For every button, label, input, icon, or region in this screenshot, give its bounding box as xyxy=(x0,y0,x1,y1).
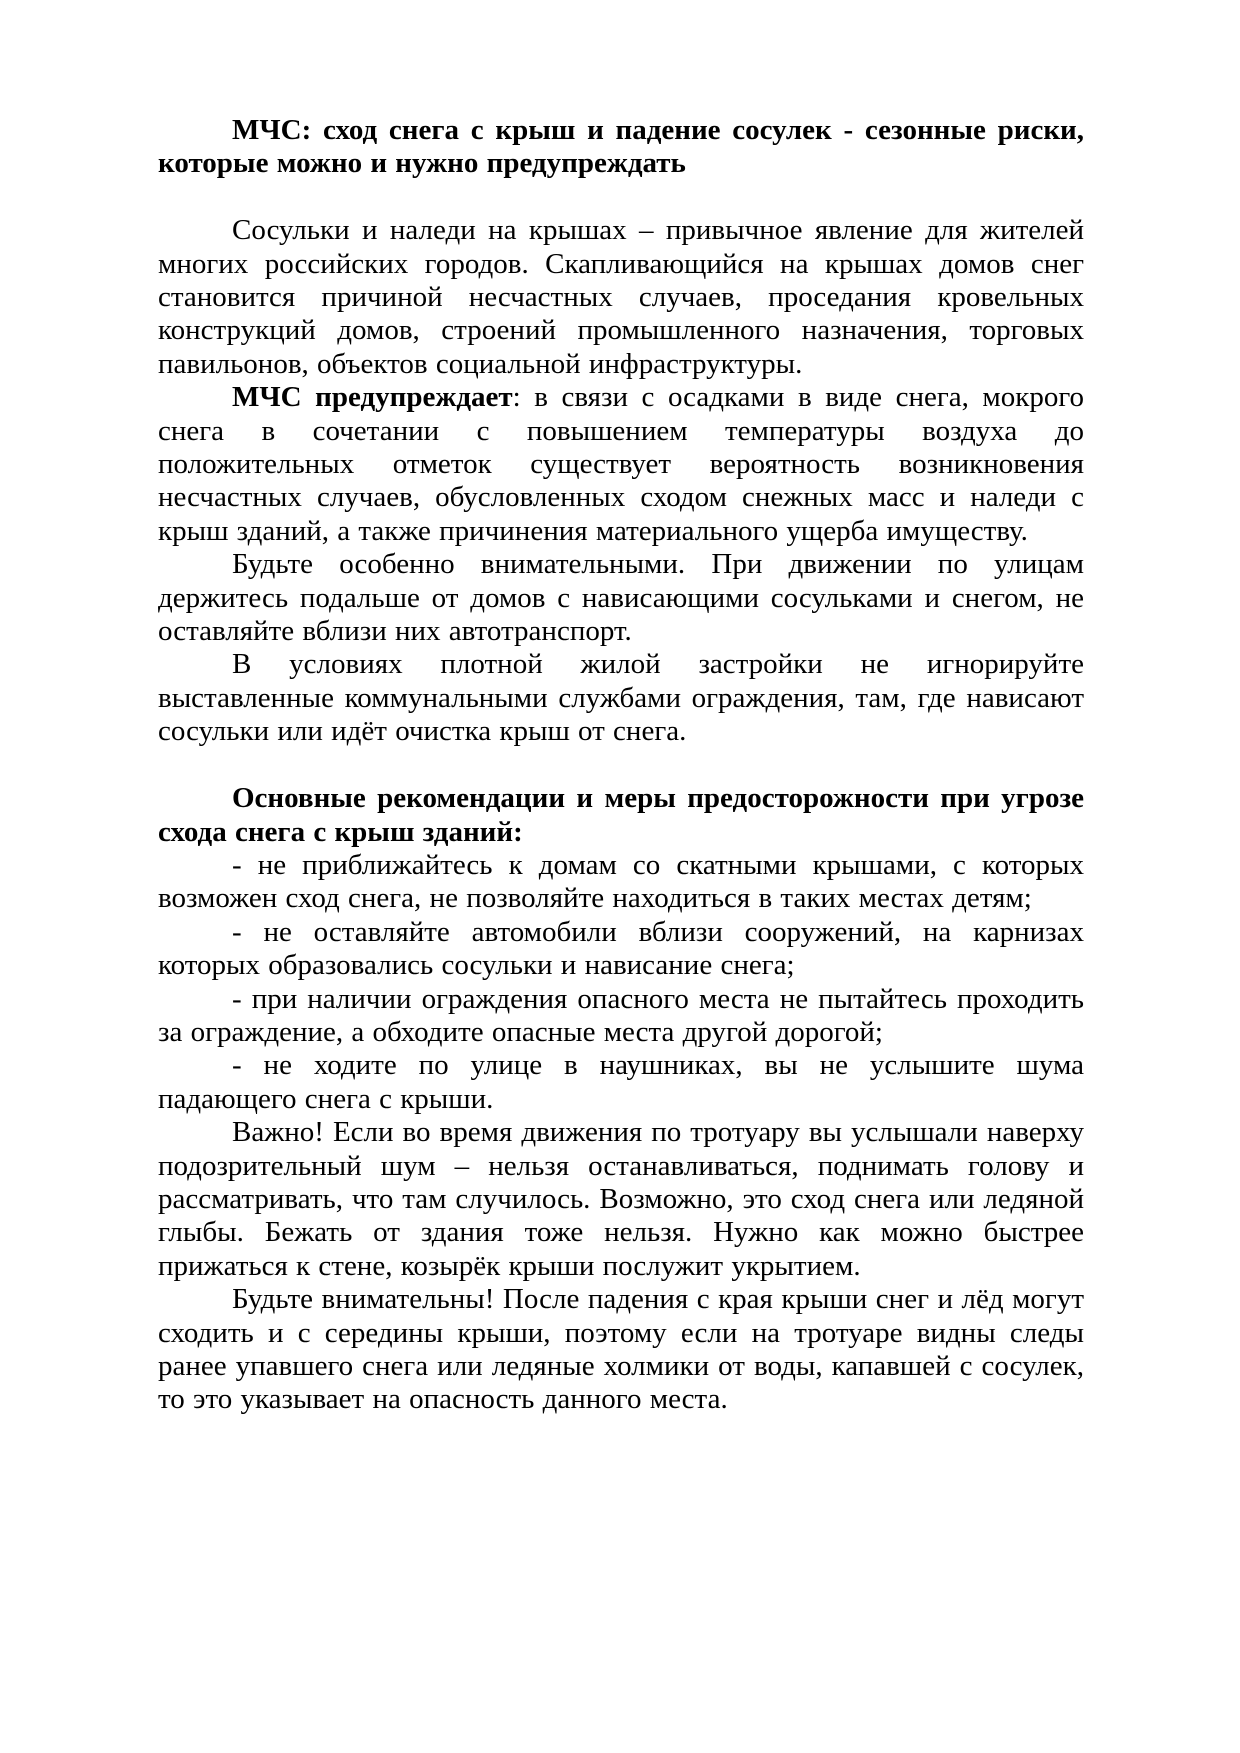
paragraph-attention: Будьте внимательны! После падения с края крыши снег и лёд могут сходить и с середины крыши, поэтому если на тротуаре видны следы ранее упавшего снега или ледяные холмики от воды, капавшей с сосулек, то это указывает на опасность данного места. xyxy=(158,1283,1084,1416)
recommendation-item: - при наличии ограждения опасного места не пытайтесь проходить за ограждение, а обходите опасные места другой дорогой; xyxy=(158,982,1084,1048)
paragraph-mchs-warning xyxy=(158,381,1084,548)
mchs-warning-bold-lead: МЧС предупреждает xyxy=(232,381,513,414)
paragraph-be-careful: Будьте особенно внимательными. При движении по улицам держитесь подальше от домов с нависающими сосульками и снегом, не оставляйте вблизи них автотранспорт. xyxy=(158,548,1084,648)
paragraph-important: Важно! Если во время движения по тротуару вы услышали наверху подозрительный шум – нельзя останавливаться, поднимать голову и рассматривать, что там случилось. Возможно, это сход снега или ледяной глыбы. Бежать от здания тоже нельзя. Нужно как можно быстрее прижаться к стене, козырёк крыши послужит укрытием. xyxy=(158,1116,1084,1282)
paragraph-intro: Сосульки и наледи на крышах – привычное явление для жителей многих российских городов. Скапливающийся на крышах домов снег становится причиной несчастных случаев, проседания кровельных конструкций домов, строений промышленного назначения, торговых павильонов, объектов социальной инфраструктуры. xyxy=(158,214,1084,380)
document-title: МЧС: сход снега с крыш и падение сосулек - сезонные риски, которые можно и нужно предупреждать xyxy=(158,114,1084,180)
mchs-warning-body: : в связи с осадками в виде снега, мокрого снега в сочетании с повышением температуры воздуха до положительных отметок существует вероятность возникновения несчастных случаев, обусловленных сходом снежных масс и наледи с крыш зданий, а также причинения материального ущерба имуществу. xyxy=(158,381,1085,547)
blank-line xyxy=(158,181,1084,214)
recommendations-heading: Основные рекомендации и меры предосторожности при угрозе схода снега с крыш зданий: xyxy=(158,782,1084,848)
document-page xyxy=(158,114,1084,1417)
recommendation-item: - не приближайтесь к домам со скатными крышами, с которых возможен сход снега, не позволяйте находиться в таких местах детям; xyxy=(158,848,1084,915)
blank-line xyxy=(158,749,1084,782)
recommendation-item: - не ходите по улице в наушниках, вы не услышите шума падающего снега с крыши. xyxy=(158,1049,1084,1115)
paragraph-fences: В условиях плотной жилой застройки не игнорируйте выставленные коммунальными службами ограждения, там, где нависают сосульки или идёт очистка крыш от снега. xyxy=(158,648,1084,748)
recommendation-item: - не оставляйте автомобили вблизи сооружений, на карнизах которых образовались сосульки и нависание снега; xyxy=(158,915,1084,982)
